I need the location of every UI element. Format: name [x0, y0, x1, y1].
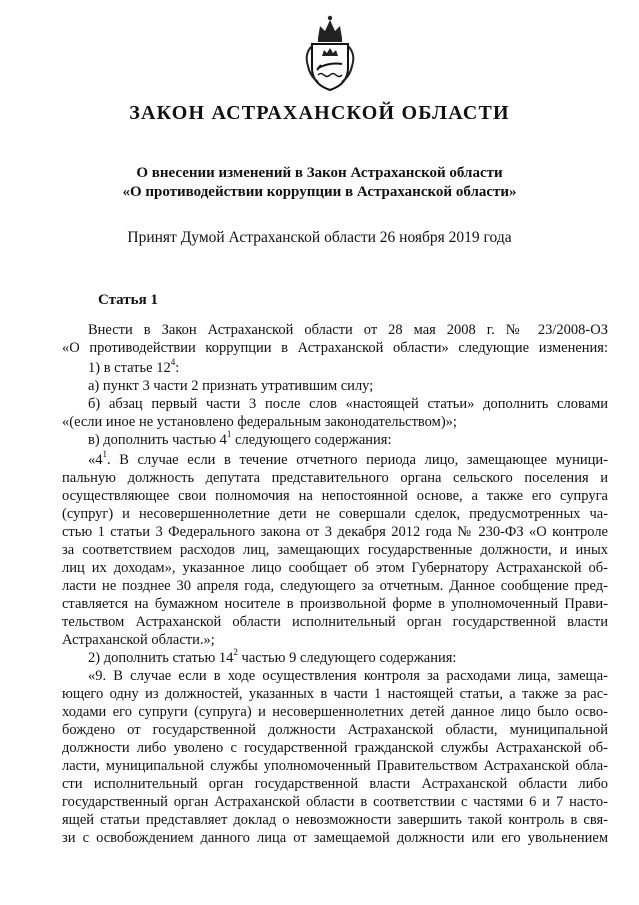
text-line: Астраханской области.»; [62, 632, 215, 648]
article-heading: Статья 1 [98, 292, 158, 308]
text-line: бождено от государственной должности Астраханской области, муниципальной [62, 722, 608, 738]
text-line: зи с освобождением данного лица от замещаемой должности или его увольнением [62, 830, 608, 846]
text-line: Внести в Закон Астраханской области от 28 мая 2008 г. № 23/2008-ОЗ [88, 322, 608, 338]
adoption-statement: Принят Думой Астраханской области 26 ноября 2019 года [127, 229, 512, 246]
text-line: б) абзац первый части 3 после слов «настоящей статьи» дополнить словами [88, 396, 608, 412]
text-line: стью 1 статьи 3 Федерального закона от 3 декабря 2012 года № 230-ФЗ «О контроле [62, 524, 608, 540]
text-line: ящей статьи представляет доклад о невозможности завершить такой контроль в свя- [62, 812, 608, 828]
text-line: сти исполнительный орган государственной власти Астраханской области либо [62, 776, 608, 792]
text-line: ходами его супруги (супруга) и несовершеннолетних детей данное лицо было осво- [62, 704, 608, 720]
text-line: тельством Астраханской области исполнительный орган государственной власти [62, 614, 608, 630]
text-line: 1) в статье $12^4$: [88, 357, 180, 376]
text-line: 2) дополнить статью $14^2$ частью 9 следующего содержания: [88, 647, 457, 666]
text-line: ласти не позднее 30 апреля года, следующего за отчетным. Данное сообщение пред- [62, 578, 608, 594]
text-line: ласти, муниципальной службы уполномоченный Правительством Астраханской обла- [62, 758, 608, 774]
text-line: «9. В случае если в ходе осуществления контроля за расходами лица, замеща- [88, 668, 608, 684]
text-line: должности либо уволено с государственной гражданской службы Астраханской об- [62, 740, 608, 756]
coat-of-arms-emblem [296, 12, 364, 94]
text-line: «$4^1$. В случае если в течение отчетного периода лицо, замещающее муници- [88, 449, 608, 468]
text-line: (супруг) и несовершеннолетние дети не совершали сделок, предусмотренных ча- [62, 506, 608, 522]
text-line: пальную должность депутата представительного органа сельского поселения и [62, 470, 608, 486]
text-line: государственный орган Астраханской области в соответствии с частями 6 и 7 насто- [62, 794, 608, 810]
law-subtitle [0, 164, 639, 202]
text-line: а) пункт 3 части 2 признать утратившим силу; [88, 378, 374, 394]
subtitle-line-2: «О противодействии коррупции в Астраханской области» [122, 184, 517, 200]
text-line: за соответствием расходов лиц, замещающих государственные должности, и иных [62, 542, 608, 558]
text-line: лиц их доходам», указанное лицо сообщает об этом Губернатору Астраханской об- [62, 560, 608, 576]
text-line: ставляется на бумажном носителе в произвольной форме в уполномоченный Прави- [62, 596, 608, 612]
law-title: ЗАКОН АСТРАХАНСКОЙ ОБЛАСТИ [129, 102, 510, 124]
text-line: «О противодействии коррупции в Астраханской области» следующие изменения: [62, 340, 608, 356]
text-line: ющего одну из должностей, указанных в части 1 настоящей статьи, а также за рас- [62, 686, 608, 702]
text-line: осуществляющее свои полномочия на непостоянной основе, а также его супруга [62, 488, 608, 504]
subtitle-line-1: О внесении изменений в Закон Астраханской области [136, 165, 503, 181]
text-line: в) дополнить частью $4^1$ следующего содержания: [88, 429, 392, 448]
text-line: «(если иное не установлено федеральным законодательством)»; [62, 414, 457, 430]
